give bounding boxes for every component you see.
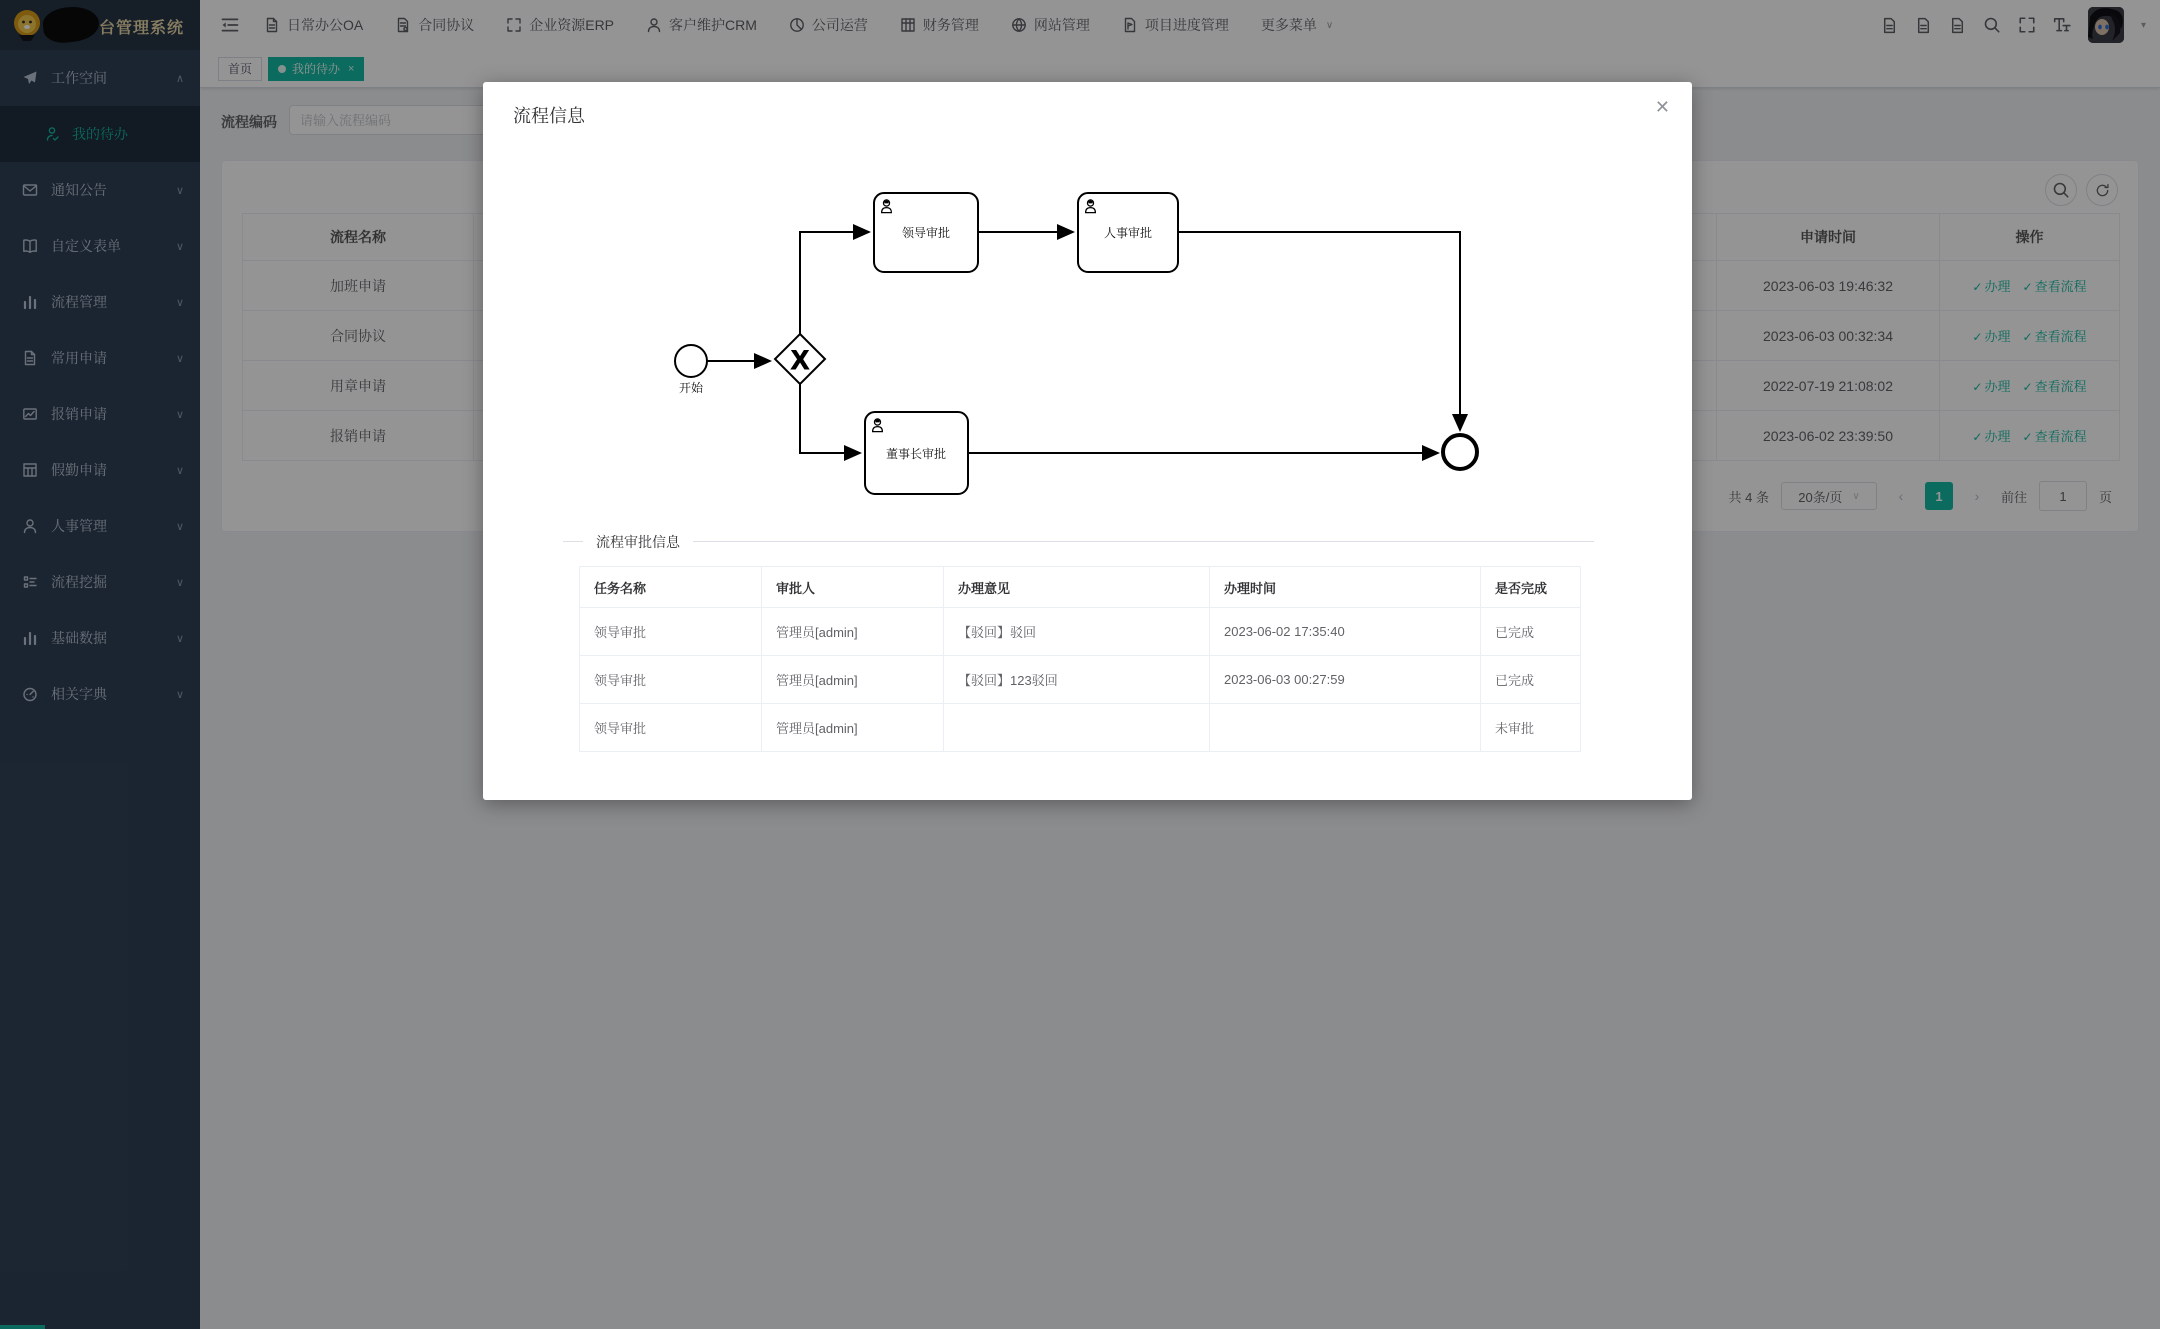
page-size-value: 20条/页 [1798, 489, 1843, 505]
check-icon: ✓ [1972, 330, 1983, 344]
sidebar-item-label: 自定义表单 [51, 238, 121, 254]
chevron-down-icon: ∨ [175, 240, 184, 253]
bpmn-task-leader-label: 领导审批 [901, 226, 951, 240]
chevron-down-icon: ∨ [175, 352, 184, 365]
cell-apply-time: 2023-06-02 23:39:50 [1717, 411, 1940, 461]
approval-cell: 已完成 [1481, 608, 1581, 656]
cell-process-name: 用章申请 [243, 361, 474, 411]
nav-menu-label: 日常办公OA [287, 17, 364, 33]
approval-cell: 2023-06-03 00:27:59 [1210, 656, 1481, 704]
bpmn-task-hr-label: 人事审批 [1103, 226, 1153, 240]
nav-menu-label: 项目进度管理 [1144, 17, 1229, 33]
tab-my-todo-label: 我的待办 [292, 62, 341, 76]
dialog-title: 流程信息 [513, 106, 585, 126]
chevron-down-icon: ∨ [175, 296, 184, 309]
cell-apply-time: 2022-07-19 21:08:02 [1717, 361, 1940, 411]
approval-cell: 领导审批 [580, 656, 762, 704]
goto-label: 前往 [2000, 489, 2027, 505]
section-divider [563, 541, 1594, 542]
handle-link[interactable]: ✓ 办理 [1972, 429, 2011, 444]
view-process-link[interactable]: ✓ 查看流程 [2022, 429, 2087, 444]
process-code-label: 流程编码 [221, 114, 277, 130]
sidebar-active-label: 我的待办 [72, 126, 128, 142]
check-icon: ✓ [2022, 380, 2033, 394]
page-unit-label: 页 [2098, 489, 2112, 505]
approval-cell: 【驳回】123驳回 [944, 656, 1210, 704]
chevron-down-icon: ∨ [175, 464, 184, 477]
cell-process-name: 合同协议 [243, 311, 474, 361]
chevron-down-icon: ∨ [175, 576, 184, 589]
approval-cell [1210, 704, 1481, 752]
approval-cell: 管理员[admin] [762, 608, 944, 656]
tab-home-label: 首页 [228, 62, 253, 76]
cell-apply-time: 2023-06-03 00:32:34 [1717, 311, 1940, 361]
chevron-down-icon: ∨ [175, 520, 184, 533]
view-process-link[interactable]: ✓ 查看流程 [2022, 329, 2087, 344]
approval-cell [944, 704, 1210, 752]
next-page-button[interactable]: › [1974, 488, 1980, 504]
approval-column-header: 是否完成 [1481, 567, 1581, 608]
chevron-down-icon: ∨ [175, 688, 184, 701]
check-icon: ✓ [1972, 280, 1983, 294]
check-icon: ✓ [1972, 380, 1983, 394]
chevron-down-icon: ∨ [1325, 19, 1334, 31]
tab-close-icon[interactable]: × [348, 62, 355, 75]
approval-cell: 未审批 [1481, 704, 1581, 752]
process-info-dialog [483, 82, 1692, 800]
approval-column-header: 任务名称 [580, 567, 762, 608]
sidebar-item-label: 基础数据 [51, 630, 107, 646]
column-header: 申请时间 [1717, 214, 1940, 261]
nav-menu-label: 公司运营 [811, 17, 868, 33]
page-number-button[interactable]: 1 [1925, 482, 1953, 510]
pagination-total: 共 4 条 [1728, 489, 1769, 505]
sidebar-item-label: 相关字典 [51, 686, 107, 702]
check-icon: ✓ [1972, 430, 1983, 444]
chevron-down-icon: ∨ [175, 408, 184, 421]
sidebar-item-label: 工作空间 [51, 70, 107, 86]
check-icon: ✓ [2022, 280, 2033, 294]
sidebar-item-label: 通知公告 [51, 182, 107, 198]
chevron-down-icon[interactable]: ▾ [2140, 19, 2146, 31]
nav-menu-label: 财务管理 [922, 17, 979, 33]
nav-more-label: 更多菜单 [1260, 17, 1317, 33]
bpmn-end-event [1443, 435, 1477, 469]
approval-row [580, 704, 1581, 752]
bpmn-task-chairman-label: 董事长审批 [885, 447, 947, 461]
handle-link[interactable]: ✓ 办理 [1972, 279, 2011, 294]
view-process-link[interactable]: ✓ 查看流程 [2022, 379, 2087, 394]
sidebar-item-label: 常用申请 [51, 350, 107, 366]
nav-menu-label: 合同协议 [418, 17, 475, 33]
approval-cell: 管理员[admin] [762, 656, 944, 704]
chevron-down-icon: ∨ [175, 184, 184, 197]
column-header: 操作 [1940, 214, 2120, 261]
section-title: 流程审批信息 [583, 532, 693, 552]
nav-menu-label: 客户维护CRM [669, 17, 757, 33]
sidebar-item-label: 假勤申请 [51, 462, 107, 478]
cell-apply-time: 2023-06-03 19:46:32 [1717, 261, 1940, 311]
sidebar-item-label: 报销申请 [51, 406, 107, 422]
sidebar-item-label: 人事管理 [51, 518, 107, 534]
bpmn-gateway-marker: X [790, 345, 810, 375]
sidebar-item-label: 流程管理 [51, 294, 107, 310]
app-title: 台管理系统 [99, 20, 185, 37]
handle-link[interactable]: ✓ 办理 [1972, 379, 2011, 394]
cell-process-name: 加班申请 [243, 261, 474, 311]
chevron-up-icon: ∧ [175, 72, 184, 85]
prev-page-button[interactable]: ‹ [1898, 488, 1904, 504]
chevron-down-icon: ∨ [175, 632, 184, 645]
approval-column-header: 办理时间 [1210, 567, 1481, 608]
approval-cell: 领导审批 [580, 608, 762, 656]
approval-cell: 管理员[admin] [762, 704, 944, 752]
close-icon[interactable]: ✕ [1654, 97, 1670, 117]
approval-row [580, 656, 1581, 704]
approval-cell: 领导审批 [580, 704, 762, 752]
approval-cell: 已完成 [1481, 656, 1581, 704]
check-icon: ✓ [2022, 330, 2033, 344]
approval-column-header: 审批人 [762, 567, 944, 608]
approval-cell: 2023-06-02 17:35:40 [1210, 608, 1481, 656]
approval-column-header: 办理意见 [944, 567, 1210, 608]
approval-cell: 【驳回】驳回 [944, 608, 1210, 656]
sidebar-item-label: 流程挖掘 [51, 574, 107, 590]
view-process-link[interactable]: ✓ 查看流程 [2022, 279, 2087, 294]
bpmn-start-label: 开始 [678, 381, 704, 395]
column-header: 流程名称 [243, 214, 474, 261]
nav-menu-label: 企业资源ERP [529, 17, 615, 33]
bpmn-diagram [483, 142, 1692, 542]
handle-link[interactable]: ✓ 办理 [1972, 329, 2011, 344]
nav-menu-label: 网站管理 [1033, 17, 1090, 33]
chevron-down-icon: ∨ [1852, 490, 1860, 502]
check-icon: ✓ [2022, 430, 2033, 444]
approval-table [579, 566, 1581, 752]
approval-header-row [580, 567, 1581, 608]
approval-row [580, 608, 1581, 656]
cell-process-name: 报销申请 [243, 411, 474, 461]
bpmn-start-event [675, 345, 707, 377]
